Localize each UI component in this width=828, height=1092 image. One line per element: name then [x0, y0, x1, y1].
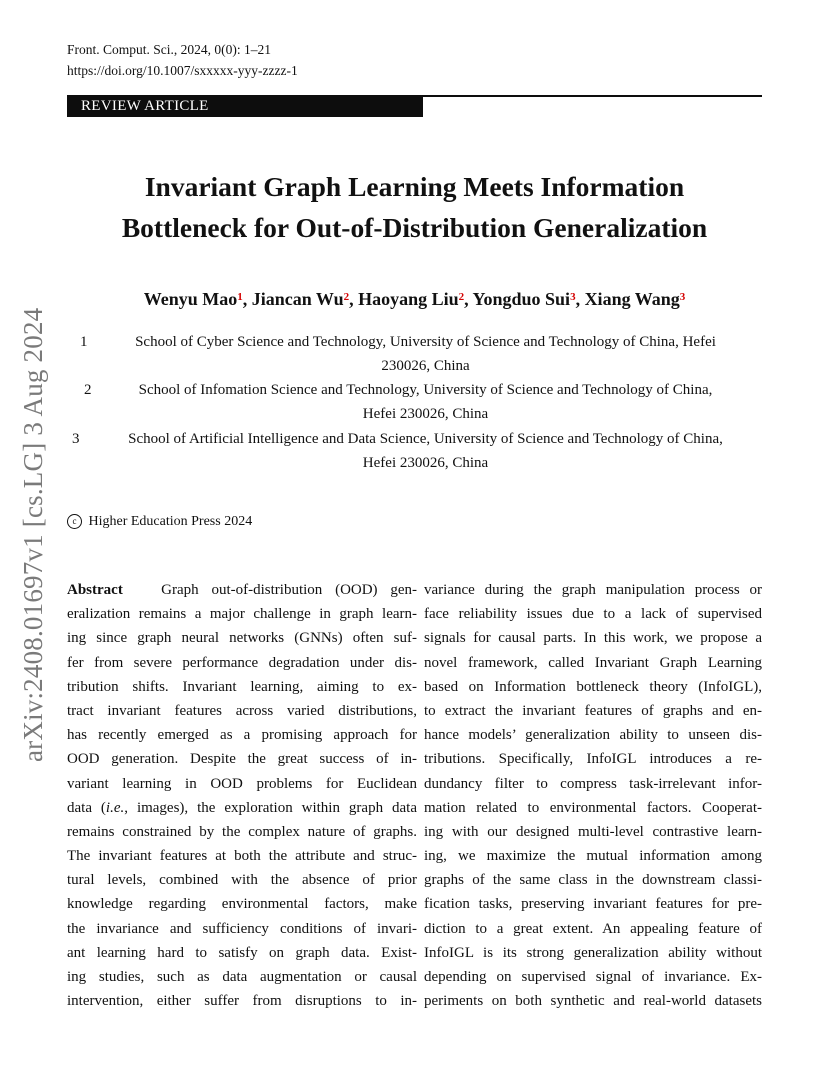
- header-rule: [423, 95, 762, 97]
- abstract-line: ing with our designed multi-level contrastive learn-: [424, 823, 762, 840]
- abstract-line: InfoIGL is its strong generalization ability without: [424, 944, 762, 961]
- affiliation-line: School of Artificial Intelligence and Data Science, University of Science and Technology of China,: [128, 431, 723, 447]
- affiliation-line: School of Cyber Science and Technology, University of Science and Technology of China, Hefei: [135, 334, 716, 350]
- affil-marker: 2: [458, 291, 465, 303]
- author: [252, 289, 349, 309]
- title-line: Invariant Graph Learning Meets Information: [144, 171, 685, 202]
- abstract-line: variant learning in OOD problems for Euclidean: [67, 775, 417, 792]
- abstract-line: tributions. Specifically, InfoIGL introduces a re-: [424, 751, 762, 768]
- affil-marker: 3: [679, 291, 686, 303]
- abstract-label: Abstract: [67, 582, 123, 598]
- article-type-banner: REVIEW ARTICLE: [67, 95, 423, 117]
- abstract-line: fication tasks, preserving invariant features for pre-: [424, 896, 762, 913]
- abstract-line: variance during the graph manipulation process or: [424, 582, 762, 598]
- author-name: Wenyu Mao: [143, 289, 238, 309]
- title-line: Bottleneck for Out-of-Distribution Generalization: [121, 212, 708, 243]
- abstract-line: diction to a great extent. An appealing feature of: [424, 920, 762, 937]
- abstract-line: periments on both synthetic and real-world datasets: [424, 993, 762, 1010]
- abstract-line: tribution shifts. Invariant learning, aiming to ex-: [67, 678, 417, 695]
- abstract-line: graphs of the same class in the downstream classi-: [424, 872, 762, 889]
- abstract-line: ant learning hard to satisfy on graph data. Exist-: [67, 944, 417, 961]
- doi-link[interactable]: https://doi.org/10.1007/sxxxxx-yyy-zzzz-1: [67, 63, 298, 78]
- paper-title: [67, 166, 762, 248]
- author-name: Jiancan Wu: [251, 289, 344, 309]
- author: [144, 289, 243, 309]
- copyright-icon: c: [67, 514, 82, 529]
- abstract-line: ing since graph neural networks (GNNs) often suf-: [67, 630, 417, 647]
- affiliation-number: 2: [84, 382, 92, 398]
- author-name: Xiang Wang: [584, 289, 680, 309]
- author-list: Wenyu Mao$^1$, Jiancan Wu$^2$, Haoyang Liu$^2$, Yongduo Sui$^3$, Xiang Wang$^3$: [143, 289, 686, 309]
- journal-citation: Front. Comput. Sci., 2024, 0(0): 1–21: [67, 42, 272, 57]
- affiliation-number: 3: [72, 431, 80, 447]
- affiliation: [67, 330, 762, 378]
- abstract-line: ing studies, such as data augmentation or causal: [67, 969, 417, 985]
- affiliation-line: Hefei 230026, China: [362, 455, 489, 471]
- abstract-line: mation related to environmental factors. Cooperat-: [424, 799, 762, 816]
- abstract-left-column: [67, 578, 417, 1013]
- abstract-line: face reliability issues due to a lack of supervised: [424, 606, 762, 623]
- abstract-line: novel framework, called Invariant Graph Learning: [424, 654, 762, 671]
- abstract-line: signals for causal parts. In this work, we propose a: [424, 630, 762, 647]
- abstract-line: hance models’ generalization ability to unseen dis-: [424, 727, 762, 744]
- affiliation-line: Hefei 230026, China: [362, 406, 489, 422]
- arxiv-identifier-stamp: arXiv:2408.01697v1 [cs.LG] 3 Aug 2024: [18, 307, 48, 762]
- abstract-line: data (i.e., images), the exploration within graph data: [67, 799, 417, 816]
- author: [358, 289, 464, 309]
- abstract-line: remains constrained by the complex nature of graphs.: [67, 823, 417, 840]
- abstract-line: eralization remains a major challenge in graph learn-: [67, 606, 417, 623]
- abstract-line: knowledge regarding environmental factors, make: [67, 896, 417, 913]
- abstract-line: Abstract Graph out-of-distribution (OOD) gen-: [67, 582, 417, 598]
- copyright-notice: [67, 513, 252, 531]
- abstract-line: OOD generation. Despite the great success of in-: [67, 751, 417, 768]
- abstract-right-column: [424, 578, 762, 1013]
- abstract-line: dundancy filter to compress task-irrelevant infor-: [424, 775, 762, 792]
- affil-marker: 3: [570, 291, 576, 303]
- abstract-line: has recently emerged as a promising approach for: [67, 727, 417, 744]
- author-name: Haoyang Liu: [358, 289, 459, 309]
- abstract-line: tural levels, combined with the absence of prior: [67, 872, 417, 889]
- author: [473, 289, 576, 309]
- affiliation-line: 230026, China: [381, 358, 470, 374]
- affiliation-number: 1: [80, 334, 88, 350]
- abstract-line: to extract the invariant features of graphs and en-: [424, 702, 762, 719]
- affiliation-line: School of Infomation Science and Technology, University of Science and Technology of China,: [138, 382, 713, 398]
- affiliation: [67, 427, 762, 475]
- abstract-line: intervention, either suffer from disruptions to in-: [67, 993, 417, 1010]
- affil-marker: 2: [343, 291, 350, 303]
- abstract-line: fer from severe performance degradation under dis-: [67, 654, 417, 671]
- abstract-line: depending on supervised signal of invariance. Ex-: [424, 969, 762, 985]
- author-name: Yongduo Sui: [472, 289, 571, 309]
- affil-marker: 1: [237, 291, 243, 303]
- abstract-line: based on Information bottleneck theory (InfoIGL),: [424, 678, 762, 695]
- copyright-text: Higher Education Press 2024: [88, 514, 253, 529]
- abstract-line: The invariant features at both the attribute and struc-: [67, 848, 417, 865]
- abstract-line: tract invariant features across varied distributions,: [67, 702, 417, 719]
- author: [585, 289, 686, 309]
- affiliation: [67, 378, 762, 426]
- abstract-line: the invariance and sufficiency conditions of invari-: [67, 920, 417, 937]
- abstract-line: ing, we maximize the mutual information among: [424, 848, 762, 865]
